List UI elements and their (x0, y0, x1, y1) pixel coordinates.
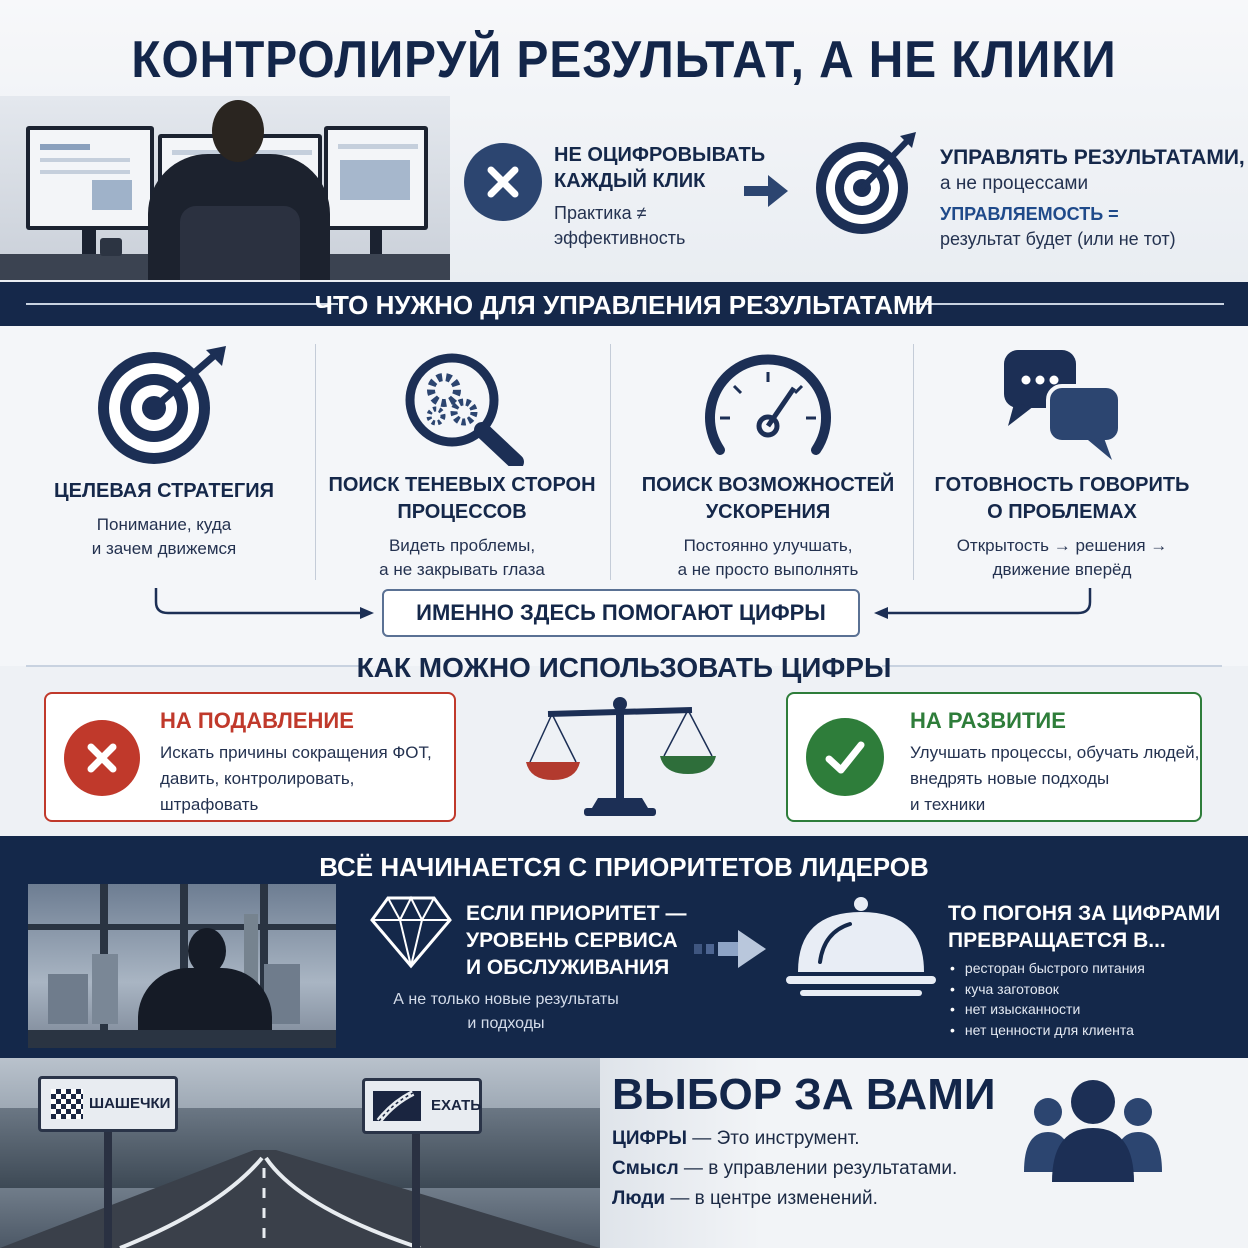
need-text-line: а не просто выполнять (677, 560, 859, 579)
need-title (618, 472, 918, 526)
list-item: • нет ценности для клиента (950, 1020, 1145, 1041)
priority-text-line: и подходы (467, 1015, 545, 1032)
sign-left-label: ШАШЕЧКИ (89, 1095, 171, 1112)
target-arrow-icon (812, 128, 922, 242)
priority-line: УРОВЕНЬ СЕРВИСА (466, 929, 678, 952)
need-text-line: и зачем движемся (91, 539, 237, 558)
need-title-line: ПОИСК ВОЗМОЖНОСТЕЙ (641, 474, 895, 496)
result-line: ПРЕВРАЩАЕТСЯ В... (948, 929, 1166, 952)
usage-good-title: НА РАЗВИТИЕ (910, 708, 1066, 733)
speedometer-icon (618, 326, 918, 466)
priority-text-line: А не только новые результаты (393, 991, 619, 1008)
people-icon (1018, 1076, 1168, 1190)
choice-line-bold: ЦИФРЫ (612, 1128, 688, 1149)
target-icon (14, 326, 314, 466)
priority-title (466, 900, 686, 981)
intro-left-text (554, 201, 685, 251)
need-text-line: движение вперёд (992, 560, 1132, 579)
intro-left-text-line1: Практика ≠ (554, 203, 647, 223)
priority-text (380, 988, 632, 1036)
sign-right-label: ЕХАТЬ (431, 1097, 482, 1114)
cross-icon (64, 720, 140, 796)
needs-title: ЧТО НУЖНО ДЛЯ УПРАВЛЕНИЯ РЕЗУЛЬТАТАМИ (314, 290, 934, 320)
need-text-line: а не закрывать глаза (379, 560, 545, 579)
usage-good-text (910, 740, 1199, 818)
page-title: КОНТРОЛИРУЙ РЕЗУЛЬТАТ, А НЕ КЛИКИ (131, 31, 1117, 89)
intro-left-title-line2: КАЖДЫЙ КЛИК (554, 170, 706, 192)
need-item (618, 326, 918, 582)
need-title (312, 472, 612, 526)
leaders-title: ВСЁ НАЧИНАЕТСЯ С ПРИОРИТЕТОВ ЛИДЕРОВ (319, 852, 929, 882)
office-photo (0, 96, 450, 280)
need-text-line: Понимание, куда (96, 515, 232, 534)
choice-line (612, 1188, 878, 1210)
choice-line-rest: — Это инструмент. (687, 1128, 860, 1149)
window-photo (28, 884, 336, 1048)
cloche-icon (780, 892, 942, 1016)
intro-left-title-line1: НЕ ОЦИФРОВЫВАТЬ (554, 144, 766, 166)
need-text-line: Постоянно улучшать, (683, 536, 853, 555)
sign-right (362, 1078, 482, 1134)
no-icon (464, 143, 542, 221)
monitor-right (324, 126, 428, 230)
need-item (912, 326, 1212, 582)
usage-good-line: внедрять новые подходы (910, 769, 1110, 788)
arrow-right-icon (744, 171, 790, 215)
need-item (312, 326, 612, 582)
list-item: • нет изысканности (950, 999, 1145, 1020)
need-title-line: УСКОРЕНИЯ (705, 501, 831, 523)
sign-left (38, 1076, 178, 1132)
need-text (312, 534, 612, 582)
choice-line (612, 1158, 957, 1180)
need-text (912, 534, 1212, 582)
intro-left-text-line2: эффективность (554, 228, 686, 248)
intro-right-text: результат будет (или не тот) (940, 229, 1176, 249)
need-text (618, 534, 918, 582)
usage-title: КАК МОЖНО ИСПОЛЬЗОВАТЬ ЦИФРЫ (356, 652, 892, 683)
result-bullets (950, 958, 1145, 1040)
scales-icon (520, 692, 720, 826)
arrow-right-icon (694, 924, 768, 978)
need-title-line: О ПРОБЛЕМАХ (987, 501, 1137, 523)
result-title (948, 900, 1220, 954)
need-text-line: Видеть проблемы, (388, 536, 536, 555)
need-text (14, 513, 314, 561)
need-title-line: ГОТОВНОСТЬ ГОВОРИТЬ (934, 474, 1190, 496)
road-photo (0, 1058, 600, 1248)
chat-bubbles-icon (912, 326, 1212, 466)
usage-good-line: и техники (910, 795, 986, 814)
usage-bad-title: НА ПОДАВЛЕНИЕ (160, 708, 354, 733)
needs-bar (0, 282, 1248, 326)
need-title: ЦЕЛЕВАЯ СТРАТЕГИЯ (54, 480, 274, 502)
choice-line-rest: — в центре изменений. (665, 1188, 878, 1209)
choice-line-rest: — в управлении результатами. (678, 1158, 958, 1179)
magnifier-gears-icon (312, 326, 612, 466)
priority-line: И ОБСЛУЖИВАНИЯ (466, 956, 670, 979)
list-item: • ресторан быстрого питания (950, 958, 1145, 979)
diamond-icon (368, 894, 454, 974)
intro-right-key: УПРАВЛЯЕМОСТЬ = (940, 204, 1119, 224)
need-title-line: ПОИСК ТЕНЕВЫХ СТОРОН (328, 474, 596, 496)
choice-line-bold: Люди (612, 1188, 666, 1209)
need-title (912, 472, 1212, 526)
choice-line (612, 1128, 860, 1150)
usage-bad-text (160, 740, 432, 818)
choice-title: ВЫБОР ЗА ВАМИ (612, 1070, 996, 1119)
usage-bad-line: давить, контролировать, (160, 769, 355, 788)
monitor-left (26, 126, 154, 230)
choice-line-bold: Смысл (612, 1158, 679, 1179)
intro-right-title: УПРАВЛЯТЬ РЕЗУЛЬТАТАМИ, (940, 146, 1245, 169)
usage-good-line: Улучшать процессы, обучать людей, (910, 743, 1200, 762)
result-line: ТО ПОГОНЯ ЗА ЦИФРАМИ (948, 902, 1221, 925)
intro-left-title (554, 142, 765, 194)
road-icon (373, 1091, 421, 1121)
priority-line: ЕСЛИ ПРИОРИТЕТ — (466, 902, 687, 925)
usage-good-card (786, 692, 1202, 822)
usage-bad-card (44, 692, 456, 822)
need-text-line: Открытость → решения → (956, 536, 1168, 555)
intro-right-subtitle: а не процессами (940, 173, 1089, 194)
check-icon (806, 718, 884, 796)
list-item: • куча заготовок (950, 979, 1145, 1000)
usage-bad-line: Искать причины сокращения ФОТ, (160, 743, 432, 762)
need-title-line: ПРОЦЕССОВ (397, 501, 527, 523)
usage-bad-line: штрафовать (160, 795, 259, 814)
help-box: ИМЕННО ЗДЕСЬ ПОМОГАЮТ ЦИФРЫ (382, 589, 860, 637)
need-item (14, 326, 314, 561)
